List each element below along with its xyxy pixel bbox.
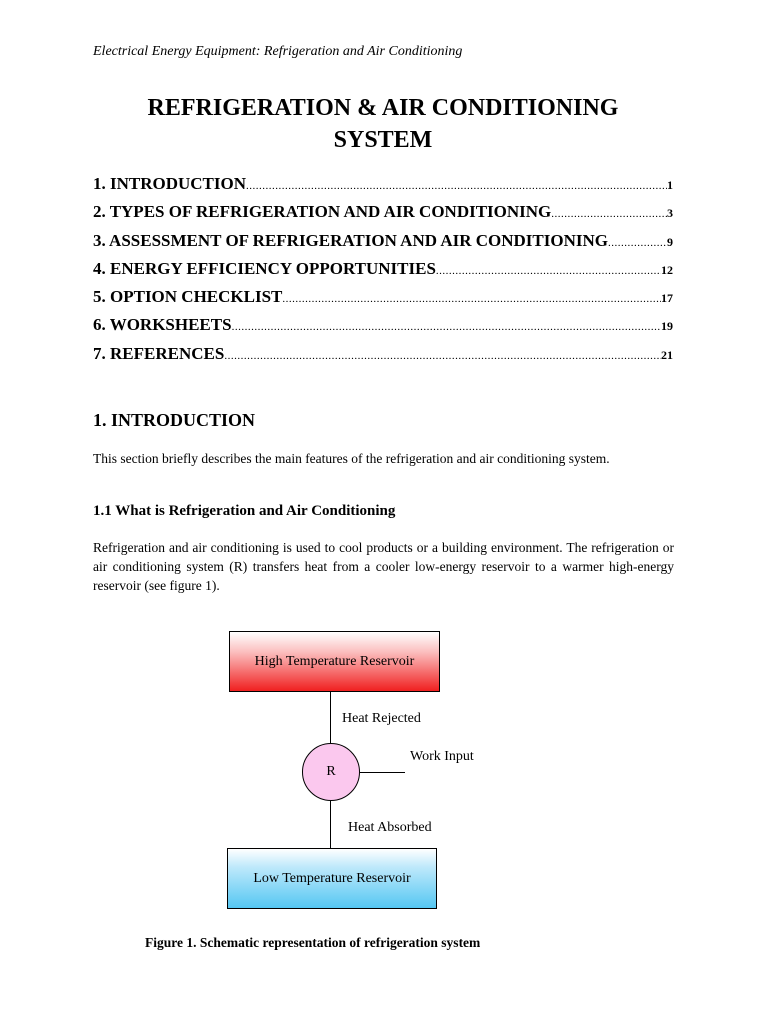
heat-absorbed-label: Heat Absorbed <box>348 820 432 835</box>
refrigerator-label: R <box>326 764 336 779</box>
high-temperature-reservoir-box <box>229 631 440 692</box>
toc-page-number: 12 <box>661 262 673 277</box>
toc-page-number: 3 <box>667 206 673 221</box>
section-intro-paragraph: This section briefly describes the main features of the refrigeration and air conditioning system. <box>93 451 610 466</box>
toc-label: 7. REFERENCES <box>93 343 225 363</box>
connector-line-top <box>330 692 331 743</box>
toc-label: 2. TYPES OF REFRIGERATION AND AIR CONDITIONING <box>93 202 552 222</box>
high-temperature-reservoir-label: High Temperature Reservoir <box>254 653 415 669</box>
heat-rejected-label: Heat Rejected <box>342 711 421 726</box>
work-input-line <box>360 772 405 773</box>
section-heading: 1. INTRODUCTION <box>93 410 256 430</box>
refrigerator-circle <box>302 743 360 801</box>
toc-page-number: 17 <box>661 291 673 306</box>
toc-label: 6. WORKSHEETS <box>93 315 232 335</box>
low-temperature-reservoir-label: Low Temperature Reservoir <box>253 870 411 886</box>
low-temperature-reservoir-box <box>227 848 437 909</box>
connector-line-bottom <box>330 801 331 848</box>
running-header: Electrical Energy Equipment: Refrigeration and Air Conditioning <box>93 44 463 59</box>
body-paragraph: Refrigeration and air conditioning is used to cool products or a building environment. The refrigeration or air conditioning system (R) transfers heat from a cooler low-energy reservoir to a warmer high-energy reservoir (see figure 1). <box>93 540 674 593</box>
figure-caption: Figure 1. Schematic representation of refrigeration system <box>145 935 481 950</box>
toc-page-number: 19 <box>661 319 673 334</box>
toc-label: 1. INTRODUCTION <box>93 174 247 193</box>
work-input-label: Work Input <box>410 749 474 764</box>
subsection-heading: 1.1 What is Refrigeration and Air Conditioning <box>93 503 396 519</box>
toc-label: 5. OPTION CHECKLIST <box>93 287 283 307</box>
title-line-1: REFRIGERATION & AIR CONDITIONING <box>147 95 619 121</box>
toc-label: 4. ENERGY EFFICIENCY OPPORTUNITIES <box>93 258 436 278</box>
title-line-2: SYSTEM <box>333 127 433 153</box>
toc-label: 3. ASSESSMENT OF REFRIGERATION AND AIR CONDITIONING <box>93 230 608 250</box>
toc-page-number: 21 <box>661 347 673 362</box>
toc-page-number: 1 <box>667 178 673 192</box>
toc-page-number: 9 <box>667 234 673 249</box>
